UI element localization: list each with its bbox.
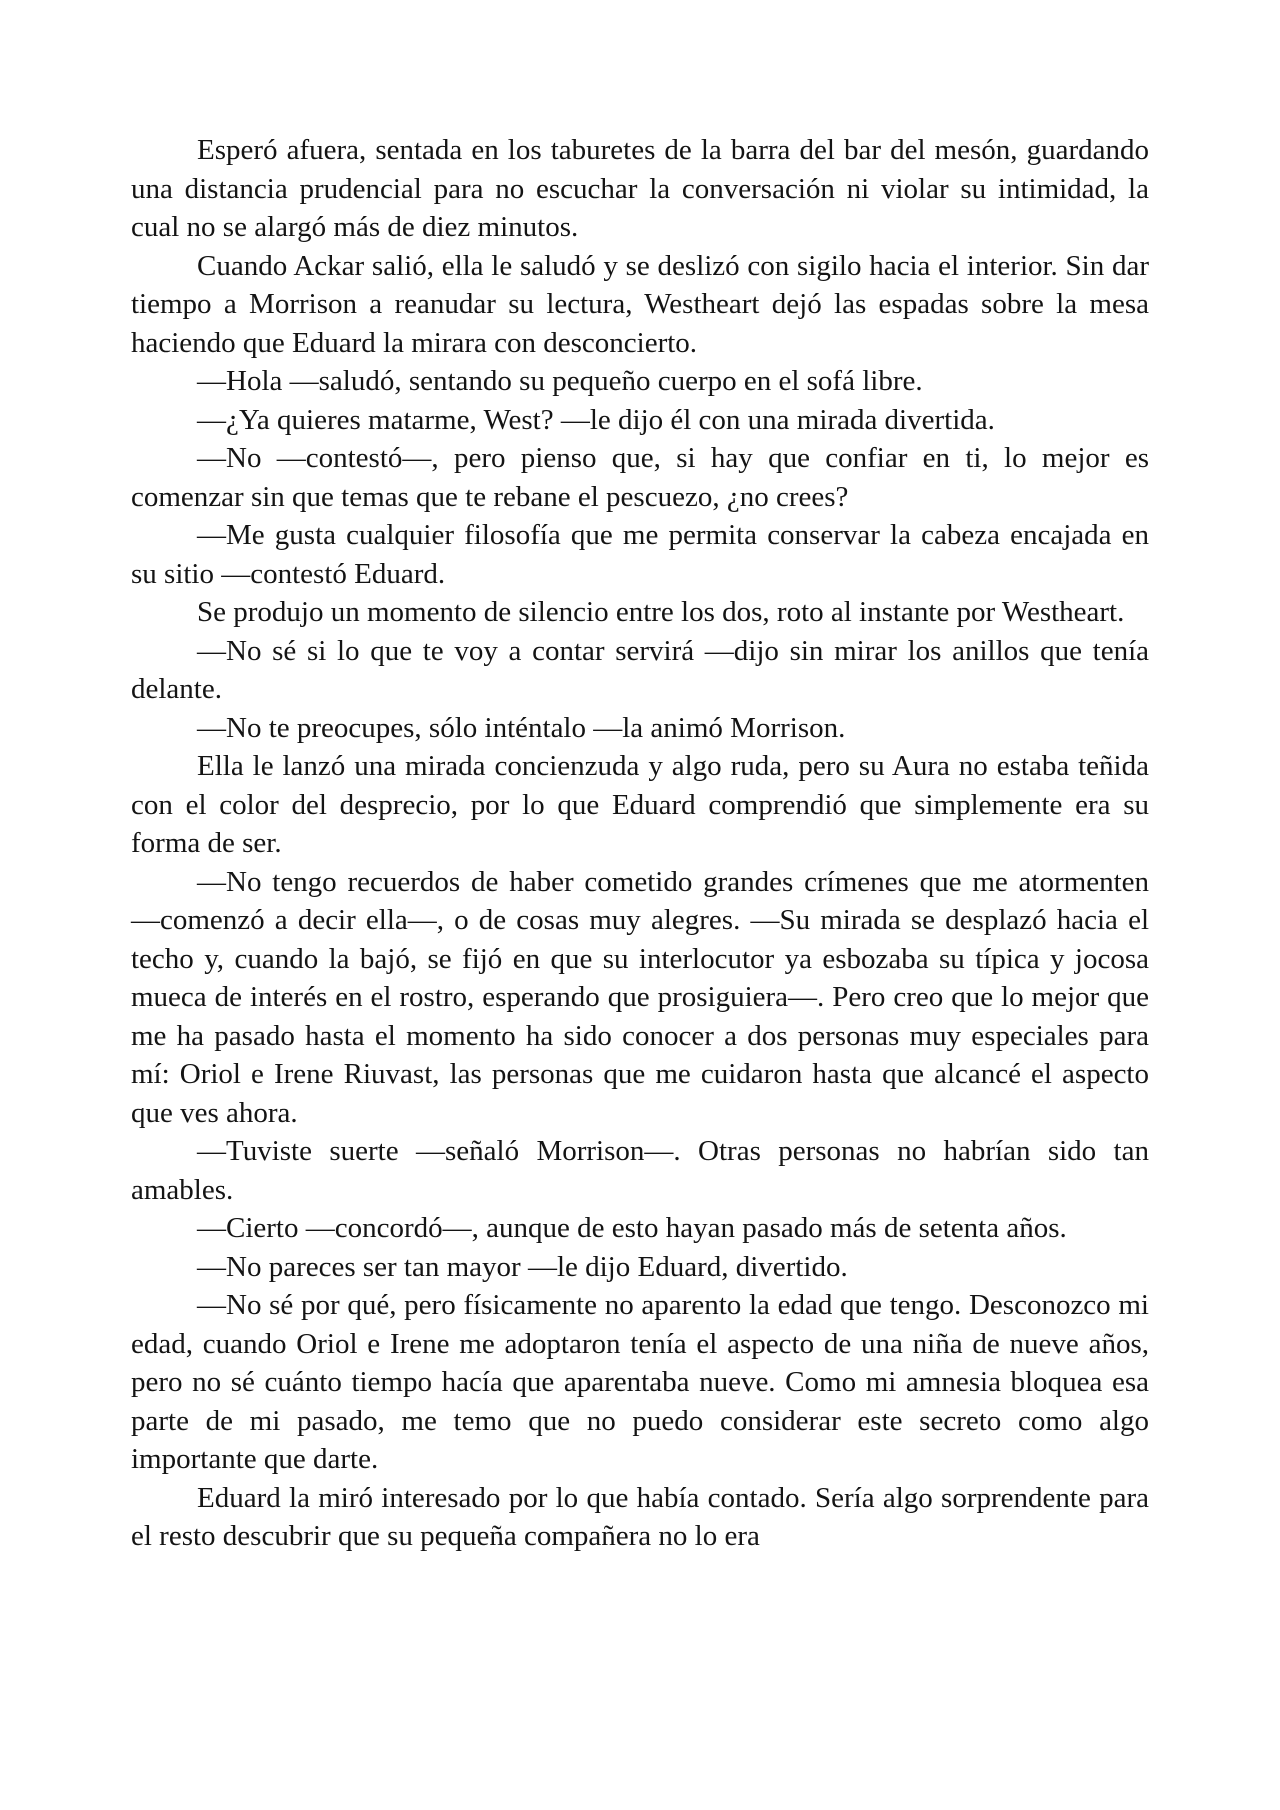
dialogue-paragraph: —No sé por qué, pero físicamente no aparento la edad que tengo. Desconozco mi edad, cuando Oriol e Irene me adoptaron tenía el aspecto de una niña de nueve años, pero no sé cuánto tiempo hacía que aparentaba nueve. Como mi amnesia bloquea esa parte de mi pasado, me temo que no puedo considerar este secreto como algo importante que darte.: [131, 1289, 1149, 1475]
dialogue-paragraph: —No pareces ser tan mayor —le dijo Eduard, divertido.: [197, 1250, 848, 1283]
dialogue-paragraph: —¿Ya quieres matarme, West? —le dijo él con una mirada divertida.: [197, 403, 995, 436]
dialogue-paragraph: —Cierto —concordó—, aunque de esto hayan pasado más de setenta años.: [197, 1212, 1067, 1244]
dialogue-paragraph: —No —contestó—, pero pienso que, si hay que confiar en ti, lo mejor es comenzar sin que temas que te rebane el pescuezo, ¿no crees?: [131, 442, 1149, 513]
dialogue-paragraph: —Me gusta cualquier filosofía que me permita conservar la cabeza encajada en su sitio —contestó Eduard.: [131, 519, 1149, 590]
paragraph: Esperó afuera, sentada en los taburetes de la barra del bar del mesón, guardando una distancia prudencial para no escuchar la conversación ni violar su intimidad, la cual no se alargó más de diez minutos.: [131, 134, 1149, 243]
paragraph: Eduard la miró interesado por lo que había contado. Sería algo sorprendente para el resto descubrir que su pequeña compañera no lo era: [131, 1481, 1149, 1552]
body-text: [131, 131, 1149, 1556]
paragraph: Cuando Ackar salió, ella le saludó y se deslizó con sigilo hacia el interior. Sin dar tiempo a Morrison a reanudar su lectura, Westheart dejó las espadas sobre la mesa haciendo que Eduard la mirara con desconcierto.: [131, 249, 1149, 359]
dialogue-paragraph: —No tengo recuerdos de haber cometido grandes crímenes que me atormenten —comenzó a decir ella—, o de cosas muy alegres. —Su mirada se desplazó hacia el techo y, cuando la bajó, se fijó en que su interlocutor ya esbozaba su típica y jocosa mueca de interés en el rostro, esperando que prosiguiera—. Pero creo que lo mejor que me ha pasado hasta el momento ha sido conocer a dos personas muy especiales para mí: Oriol e Irene Riuvast, las personas que me cuidaron hasta que alcancé el aspecto que ves ahora.: [131, 865, 1149, 1129]
dialogue-paragraph: —Hola —saludó, sentando su pequeño cuerpo en el sofá libre.: [197, 365, 923, 397]
dialogue-paragraph: —No te preocupes, sólo inténtalo —la animó Morrison.: [197, 711, 846, 744]
paragraph: Se produjo un momento de silencio entre los dos, roto al instante por Westheart.: [197, 596, 1125, 628]
dialogue-paragraph: —No sé si lo que te voy a contar servirá —dijo sin mirar los anillos que tenía delante.: [131, 634, 1149, 705]
dialogue-paragraph: —Tuviste suerte —señaló Morrison—. Otras personas no habrían sido tan amables.: [131, 1135, 1149, 1206]
paragraph: Ella le lanzó una mirada concienzuda y algo ruda, pero su Aura no estaba teñida con el color del desprecio, por lo que Eduard comprendió que simplemente era su forma de ser.: [131, 750, 1149, 859]
